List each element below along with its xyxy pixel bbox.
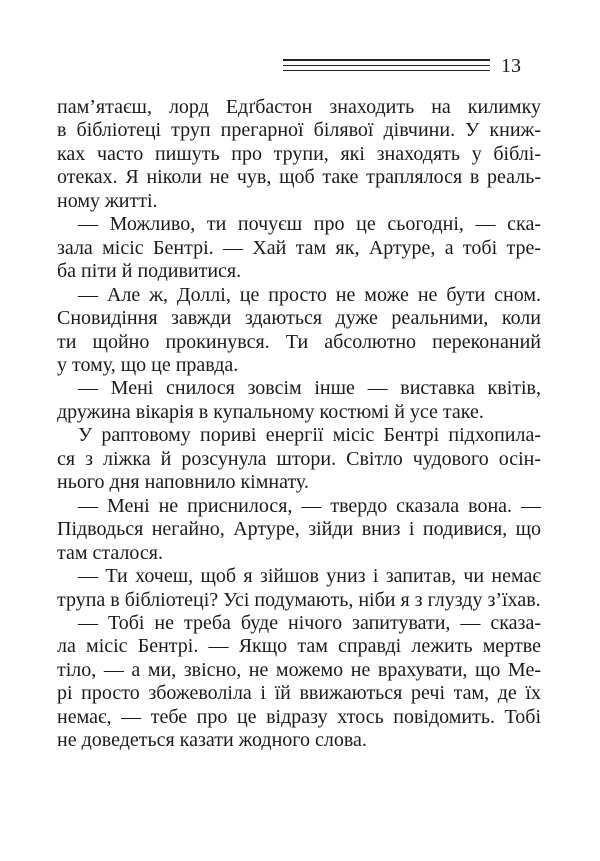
paragraph	[57, 424, 541, 494]
text-line: — Можливо, ти почуєш про це сьогодні, — ска-	[78, 213, 541, 236]
paragraph	[57, 284, 541, 378]
text-line: ти щойно прокинувся. Ти абсолютно переконаний	[57, 330, 541, 353]
header-rule	[283, 59, 490, 61]
text-line: ках часто пишуть про трупи, які знаходять у біблі-	[57, 142, 541, 165]
text-line: немає, — тебе про це відразу хтось повідомить. Тобі	[57, 705, 541, 728]
paragraph	[57, 565, 541, 612]
running-header	[283, 56, 543, 86]
paragraph	[57, 377, 541, 424]
text-line: — Але ж, Доллі, це просто не може не бути сном.	[78, 283, 541, 306]
page-number: 13	[501, 55, 521, 77]
text-line: — Мені снилося зовсім інше — виставка квітів,	[78, 377, 541, 400]
text-line: ба піти й подивитися.	[57, 260, 242, 283]
text-line: — Мені не приснилося, — твердо сказала вона. —	[78, 494, 541, 517]
text-line: — Ти хочеш, щоб я зійшов униз і запитав, чи немає	[78, 565, 541, 588]
text-line: нього дня наповнило кімнату.	[57, 471, 309, 494]
text-line: трупа в бібліотеці? Усі подумають, ніби я з глузду з’їхав.	[57, 588, 541, 611]
text-line: у тому, що це правда.	[57, 353, 239, 376]
paragraph	[57, 495, 541, 565]
text-line: не доведеться казати жодного слова.	[57, 729, 367, 752]
text-line: ла місіс Бентрі. — Якщо там справді лежить мертве	[57, 635, 541, 658]
text-line: зала місіс Бентрі. — Хай там як, Артуре, а тобі тре-	[57, 236, 541, 259]
paragraph	[57, 213, 541, 283]
text-line: рі просто збожеволіла і їй ввижаються речі там, де їх	[57, 682, 541, 705]
text-line: У раптовому пориві енергії місіс Бентрі підхопила-	[78, 424, 541, 447]
header-rule	[283, 70, 490, 71]
header-rule	[283, 65, 490, 66]
text-line: пам’ятаєш, лорд Едґбастон знаходить на килимку	[57, 96, 541, 118]
paragraph	[57, 612, 541, 753]
paragraph	[57, 96, 541, 213]
text-line: тіло, — а ми, звісно, не можемо не врахувати, що Ме-	[57, 658, 541, 681]
text-line: там сталося.	[57, 541, 163, 564]
text-line: отеках. Я ніколи не чув, щоб таке траплялося в реаль-	[57, 166, 541, 189]
text-line: дружина вікарія в купальному костюмі й усе таке.	[57, 400, 484, 423]
text-line: Підводься негайно, Артуре, зійди вниз і подивися, що	[57, 518, 541, 541]
text-line: ся з ліжка й розсунула штори. Світло чудового осін-	[57, 447, 541, 470]
text-line: в бібліотеці труп прегарної білявої дівчини. У книж-	[57, 119, 541, 142]
body-text	[57, 96, 541, 753]
text-line: Сновидіння завжди здаються дуже реальними, коли	[57, 307, 541, 330]
text-line: — Тобі не треба буде нічого запитувати, — сказа-	[78, 611, 541, 634]
text-line: ному житті.	[57, 189, 158, 212]
